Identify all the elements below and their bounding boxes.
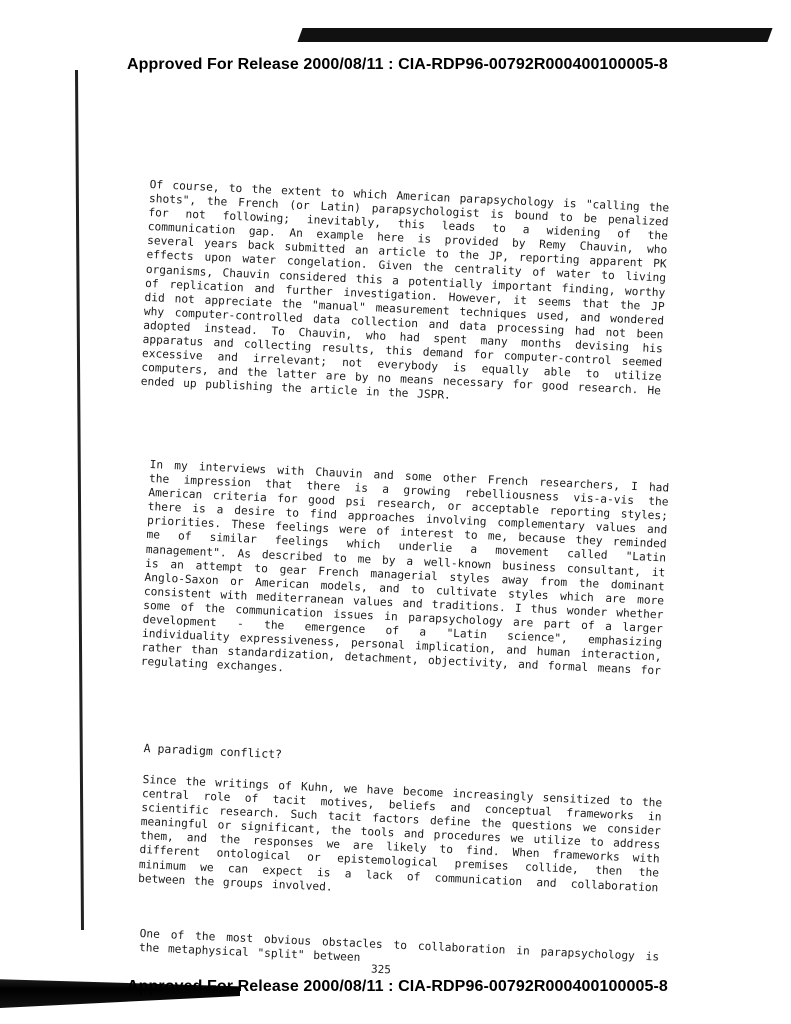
body-paragraph-1: Of course, to the extent to which American parapsychology is "calling the shots", the French (or Latin) parapsychologist is bound to be penalized for not following; inevitably, this leads to a widening of the communication gap. An example here is provided by Remy Chauvin, who several years back submitted an article to the JP, reporting apparent PK effects upon water congelation. Given the centrality of water to living organisms, Chauvin considered this a potentially important finding, worthy of replication and further investigation. However, it seems that the JP did not appreciate the "manual" measurement techniques used, and wondered why computer-controlled data collection and data processing had not been adopted instead. To Chauvin, who had spent many months devising his apparatus and collecting results, this demand for computer-control seemed excessive and irrelevant; not everybody is equally able to utilize computers, and the latter are by no means necessary for good research. He ended up publishing the article in the JSPR. <box>140 178 670 403</box>
body-paragraph-2: In my interviews with Chauvin and some other French researchers, I had the impression that there is a growing rebelliousness vis-a-vis the American criteria for good psi research, or acceptable reporting styles; there is a desire to find approaches involving complementary values and priorities. These feelings were of interest to me, because they reminded me of similar feelings which underlie a movement called "Latin management". As described to me by a well-known business consultant, it is an attempt to gear French managerial styles away from the dominant Anglo-Saxon or American models, and to cultivate styles which are more consistent with mediterranean values and traditions. I thus wonder whether some of the communication issues in parapsychology are part of a larger development - the emergence of a "Latin science", emphasizing individuality expressiveness, personal implication, and human interaction, rather than standardization, detachment, objectivity, and formal means for regulating exchanges. <box>140 458 670 678</box>
scan-artifact-top-bar <box>297 28 772 42</box>
release-stamp-header: Approved For Release 2000/08/11 : CIA-RDP96-00792R000400100005-8 <box>127 56 668 73</box>
release-stamp-footer: Approved For Release 2000/08/11 : CIA-RDP96-00792R000400100005-8 <box>127 978 668 995</box>
scan-artifact-left-edge <box>75 70 84 930</box>
body-paragraph-3: Since the writings of Kuhn, we have become increasingly sensitized to the central role of tacit motives, beliefs and conceptual frameworks in scientific research. Such tacit factors define the questions we consider meaningful or significant, the tools and procedures we utilize to address them, and the responses we are likely to find. When frameworks with different ontological or epistemological premises collide, then the minimum we can expect is a lack of communication and collaboration between the groups involved. <box>137 773 663 895</box>
section-heading: A paradigm conflict? <box>143 741 283 762</box>
page-number: 325 <box>370 962 392 977</box>
body-paragraph-4: One of the most obvious obstacles to collaboration in parapsychology is the metaphysical "split" between <box>138 927 660 965</box>
